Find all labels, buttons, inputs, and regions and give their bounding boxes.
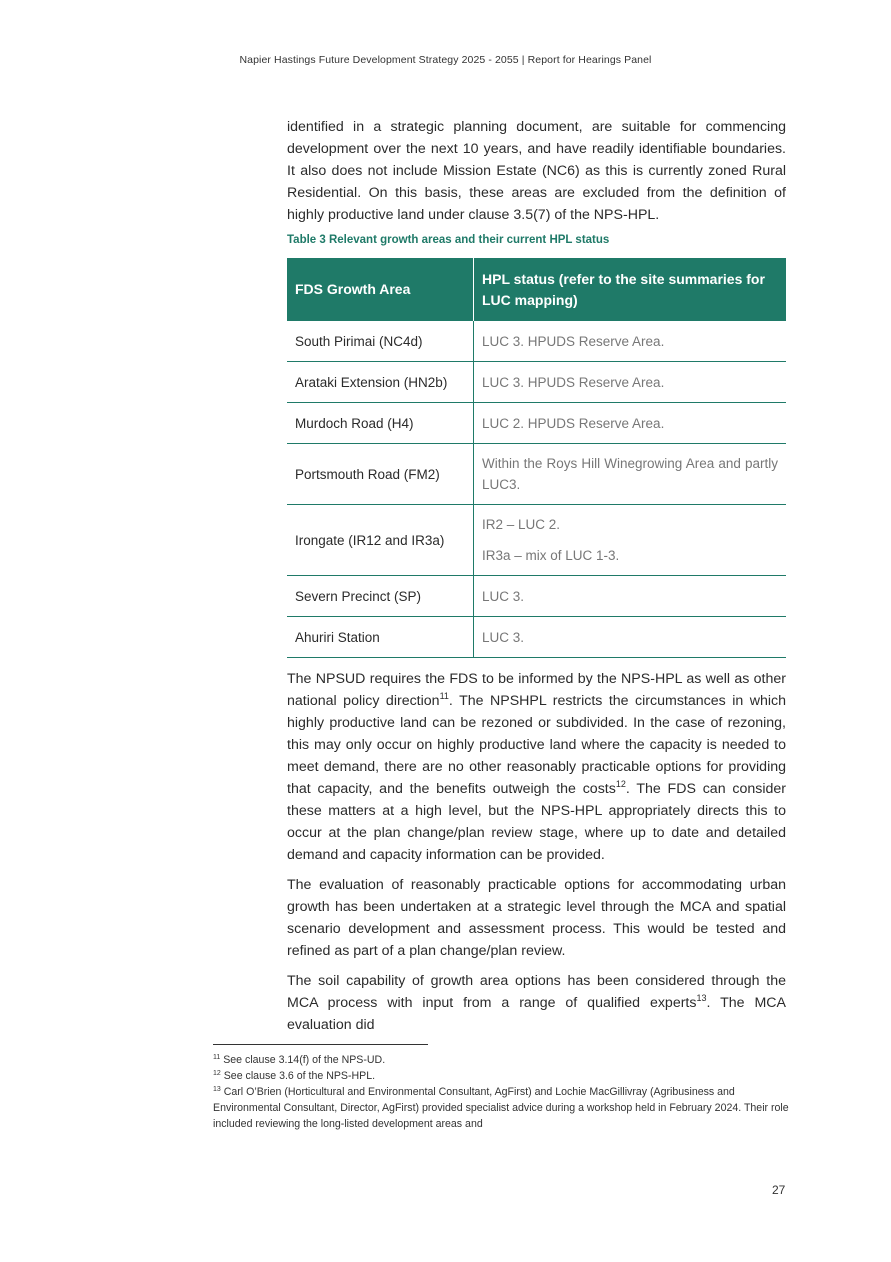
growth-area-cell: South Pirimai (NC4d) <box>287 321 474 362</box>
footnote-number: 13 <box>213 1086 221 1093</box>
footnote-ref-11[interactable]: 11 <box>439 691 449 701</box>
footnote-text: See clause 3.6 of the NPS-HPL. <box>220 1070 376 1082</box>
intro-paragraph: identified in a strategic planning document, are suitable for commencing development over the next 10 years, and have readily identifiable boundaries. It also does not include Mission Estate (NC6) as this is currently zoned Rural Residential. On this basis, these areas are excluded from the definition of highly productive land under clause 3.5(7) of the NPS-HPL. <box>287 119 786 223</box>
table-row <box>287 403 786 444</box>
table-row <box>287 505 786 576</box>
hpl-status-cell: LUC 2. HPUDS Reserve Area. <box>474 403 787 444</box>
growth-area-cell: Murdoch Road (H4) <box>287 403 474 444</box>
main-content <box>287 116 786 1044</box>
table-caption: Table 3 Relevant growth areas and their current HPL status <box>287 234 610 246</box>
table-row <box>287 321 786 362</box>
hpl-status-cell <box>474 505 787 576</box>
growth-area-cell: Portsmouth Road (FM2) <box>287 444 474 505</box>
growth-area-cell: Irongate (IR12 and IR3a) <box>287 505 474 576</box>
growth-area-cell: Severn Precinct (SP) <box>287 576 474 617</box>
table-header-row <box>287 258 786 321</box>
footnote-item <box>213 1068 793 1084</box>
footnote-ref-12[interactable]: 12 <box>615 779 626 789</box>
hpl-status-cell: LUC 3. HPUDS Reserve Area. <box>474 362 787 403</box>
footnotes <box>213 1052 793 1132</box>
paragraph-text: The soil capability of growth area options has been considered through the MCA process with input from a range of qualified experts <box>287 973 786 1011</box>
page-header: Napier Hastings Future Development Strategy 2025 - 2055 | Report for Hearings Panel <box>239 54 652 66</box>
table-row <box>287 617 786 658</box>
page-number: 27 <box>772 1183 786 1197</box>
footnote-text: Carl O’Brien (Horticultural and Environmental Consultant, AgFirst) and Lochie MacGillivray (Agribusiness and Environmental Consultant, Director, AgFirst) provided specialist advice during a workshop held in February 2024. Their role included reviewing the long-listed development areas and <box>213 1086 789 1130</box>
growth-area-cell: Arataki Extension (HN2b) <box>287 362 474 403</box>
hpl-status-line: IR2 – LUC 2. <box>482 517 561 532</box>
soil-capability-paragraph <box>287 970 786 1036</box>
hpl-status-cell: Within the Roys Hill Winegrowing Area and partly LUC3. <box>474 444 787 505</box>
evaluation-paragraph: The evaluation of reasonably practicable options for accommodating urban growth has been undertaken at a strategic level through the MCA and spatial scenario development and assessment process. This would be tested and refined as part of a plan change/plan review. <box>287 877 786 959</box>
footnote-item <box>213 1052 793 1068</box>
footnote-number: 11 <box>213 1054 221 1061</box>
table-row <box>287 576 786 617</box>
hpl-status-table <box>287 258 786 658</box>
table-row <box>287 444 786 505</box>
hpl-status-cell: LUC 3. HPUDS Reserve Area. <box>474 321 787 362</box>
footnote-item <box>213 1084 793 1132</box>
paragraph-text: . The MCA evaluation did <box>287 995 787 1033</box>
column-header-hpl-status: HPL status (refer to the site summaries for LUC mapping) <box>474 258 787 321</box>
growth-area-cell: Ahuriri Station <box>287 617 474 658</box>
paragraph-text: The NPSUD requires the FDS to be informed by the NPS-HPL as well as other national policy direction <box>287 671 786 709</box>
hpl-status-line: IR3a – mix of LUC 1-3. <box>482 548 620 563</box>
hpl-status-cell: LUC 3. <box>474 576 787 617</box>
hpl-status-cell: LUC 3. <box>474 617 787 658</box>
paragraph-text: . The NPSHPL restricts the circumstances in which highly productive land can be rezoned or subdivided. In the case of rezoning, this may only occur on highly productive land where the capacity is needed to meet demand, there are no other reasonably practicable options for providing that capacity, and the benefits outweigh the costs <box>287 693 786 797</box>
footnote-divider <box>213 1044 428 1045</box>
table-row <box>287 362 786 403</box>
npsud-paragraph <box>287 668 786 866</box>
footnote-ref-13[interactable]: 13 <box>696 993 707 1003</box>
paragraph-text: . The FDS can consider these matters at a high level, but the NPS-HPL appropriately directs this to occur at the plan change/plan review stage, where up to date and detailed demand and capacity information can be provided. <box>287 781 786 863</box>
footnote-number: 12 <box>213 1070 221 1077</box>
column-header-growth-area: FDS Growth Area <box>287 258 474 321</box>
footnote-text: See clause 3.14(f) of the NPS-UD. <box>220 1054 386 1066</box>
